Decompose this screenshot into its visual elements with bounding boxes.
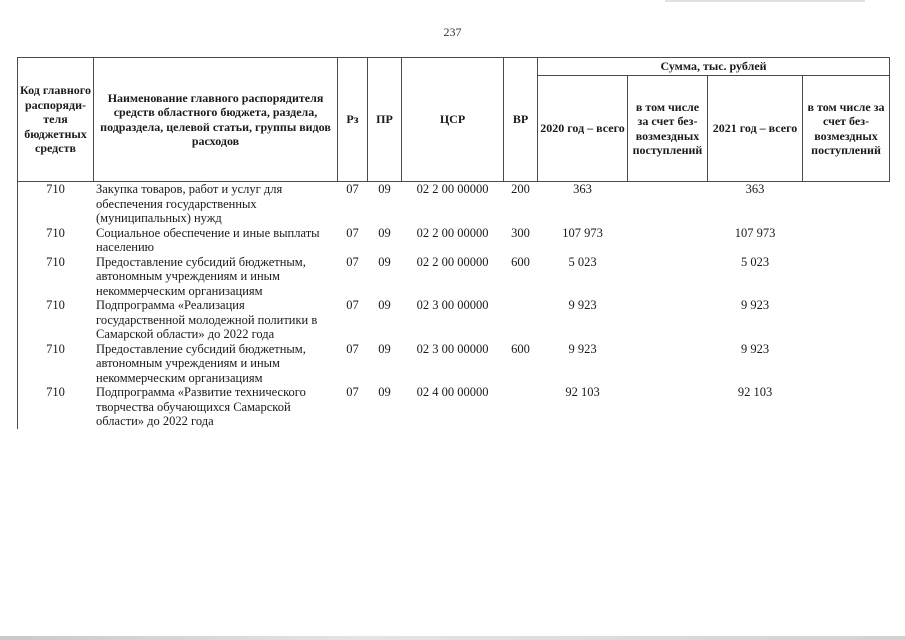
table-header <box>18 58 890 182</box>
cell-name: Подпрограмма «Реализация государственной молодежной политики в Самарской области» до 2022 года <box>94 298 338 342</box>
cell-2021-free <box>803 255 890 299</box>
header-2021-free: в том числе за счет безвозмездных поступлений <box>803 76 890 182</box>
cell-rz: 07 <box>338 385 368 429</box>
cell-2021-total: 9 923 <box>708 298 803 342</box>
scan-artifact-top <box>665 0 865 2</box>
cell-2020-total: 107 973 <box>538 226 628 255</box>
cell-code: 710 <box>18 182 94 226</box>
cell-csr: 02 3 00 00000 <box>402 298 504 342</box>
cell-csr: 02 3 00 00000 <box>402 342 504 386</box>
cell-pr: 09 <box>368 298 402 342</box>
cell-vr: 600 <box>504 342 538 386</box>
cell-2021-total: 107 973 <box>708 226 803 255</box>
cell-rz: 07 <box>338 255 368 299</box>
table-row <box>18 298 890 342</box>
header-pr: ПР <box>368 58 402 182</box>
header-sum-group: Сумма, тыс. рублей <box>538 58 890 76</box>
cell-code: 710 <box>18 385 94 429</box>
cell-2021-free <box>803 226 890 255</box>
cell-2020-total: 9 923 <box>538 298 628 342</box>
cell-2021-free <box>803 182 890 226</box>
cell-rz: 07 <box>338 182 368 226</box>
cell-code: 710 <box>18 255 94 299</box>
cell-2021-free <box>803 342 890 386</box>
header-name: Наименование главного распорядителя средств областного бюджета, раздела, подраздела, целевой статьи, группы видов расходов <box>94 58 338 182</box>
cell-2021-free <box>803 298 890 342</box>
cell-2020-free <box>628 226 708 255</box>
cell-2020-total: 9 923 <box>538 342 628 386</box>
cell-pr: 09 <box>368 226 402 255</box>
cell-vr: 600 <box>504 255 538 299</box>
cell-rz: 07 <box>338 226 368 255</box>
cell-pr: 09 <box>368 255 402 299</box>
cell-2021-free <box>803 385 890 429</box>
table-body <box>18 182 890 429</box>
cell-2021-total: 5 023 <box>708 255 803 299</box>
cell-vr <box>504 298 538 342</box>
cell-vr <box>504 385 538 429</box>
cell-csr: 02 2 00 00000 <box>402 226 504 255</box>
header-2020-free: в том числе за счет безвозмездных поступлений <box>628 76 708 182</box>
cell-2020-free <box>628 255 708 299</box>
cell-2020-free <box>628 182 708 226</box>
cell-2020-free <box>628 298 708 342</box>
cell-code: 710 <box>18 342 94 386</box>
cell-csr: 02 2 00 00000 <box>402 255 504 299</box>
cell-name: Подпрограмма «Развитие технического творчества обучающихся Самарской области» до 2022 года <box>94 385 338 429</box>
table-row <box>18 226 890 255</box>
cell-2021-total: 9 923 <box>708 342 803 386</box>
cell-2021-total: 363 <box>708 182 803 226</box>
table-row <box>18 342 890 386</box>
cell-pr: 09 <box>368 342 402 386</box>
page-number: 237 <box>443 25 462 39</box>
cell-2020-free <box>628 385 708 429</box>
cell-2021-total: 92 103 <box>708 385 803 429</box>
header-csr: ЦСР <box>402 58 504 182</box>
cell-rz: 07 <box>338 342 368 386</box>
cell-name: Предоставление субсидий бюджетным, автономным учреждениям и иным некоммерческим организациям <box>94 255 338 299</box>
cell-2020-total: 92 103 <box>538 385 628 429</box>
header-code: Код главного распорядителя бюджетных средств <box>18 58 94 182</box>
cell-2020-total: 5 023 <box>538 255 628 299</box>
cell-pr: 09 <box>368 385 402 429</box>
cell-csr: 02 2 00 00000 <box>402 182 504 226</box>
cell-vr: 300 <box>504 226 538 255</box>
budget-table <box>17 57 890 429</box>
table-row <box>18 182 890 226</box>
header-rz: Рз <box>338 58 368 182</box>
table-row <box>18 255 890 299</box>
cell-vr: 200 <box>504 182 538 226</box>
cell-name: Социальное обеспечение и иные выплаты населению <box>94 226 338 255</box>
cell-pr: 09 <box>368 182 402 226</box>
cell-name: Закупка товаров, работ и услуг для обеспечения государственных (муниципальных) нужд <box>94 182 338 226</box>
cell-csr: 02 4 00 00000 <box>402 385 504 429</box>
cell-code: 710 <box>18 226 94 255</box>
header-vr: ВР <box>504 58 538 182</box>
cell-name: Предоставление субсидий бюджетным, автономным учреждениям и иным некоммерческим организациям <box>94 342 338 386</box>
scan-artifact-bottom <box>0 636 905 640</box>
cell-code: 710 <box>18 298 94 342</box>
header-2020-total: 2020 год – всего <box>538 76 628 182</box>
table-row <box>18 385 890 429</box>
header-2021-total: 2021 год – всего <box>708 76 803 182</box>
cell-2020-total: 363 <box>538 182 628 226</box>
cell-rz: 07 <box>338 298 368 342</box>
cell-2020-free <box>628 342 708 386</box>
